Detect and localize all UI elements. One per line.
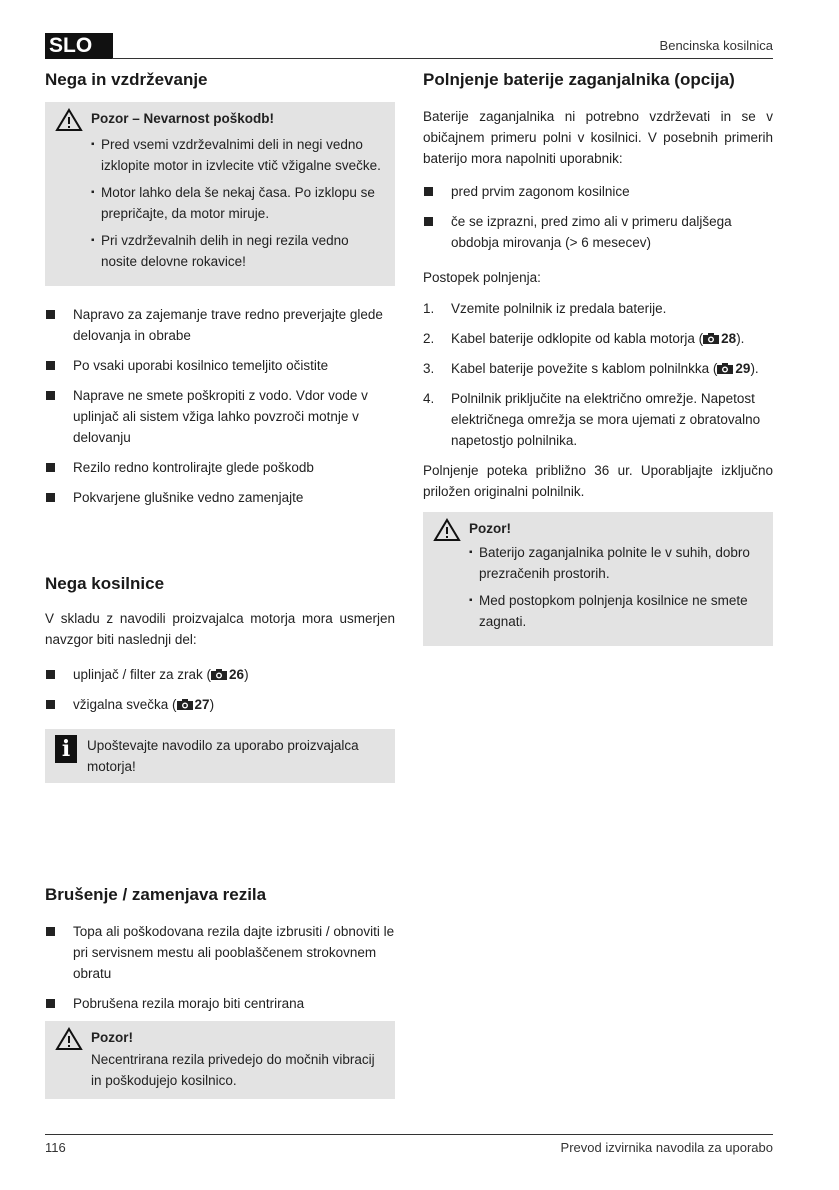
- warning-item: ▪ Motor lahko dela še nekaj časa. Po izklopu se prepričajte, da motor miruje.: [91, 182, 385, 224]
- info-icon: i: [55, 735, 77, 763]
- page-number: 116: [45, 1140, 66, 1155]
- info-box: [45, 729, 395, 783]
- step-item: 4. Polnilnik priključite na električno omrežje. Napetost električnega omrežja se mora ujemati z obratovalno napetostjo polnilnika.: [423, 391, 761, 448]
- warning-icon: [55, 108, 83, 132]
- list-item: uplinjač / filter za zrak ( 26): [45, 664, 395, 685]
- battery-heading: Polnjenje baterije zaganjalnika (opcija): [423, 70, 735, 89]
- procedure-steps: [423, 298, 773, 451]
- list-item: Napravo za zajemanje trave redno preverjajte glede delovanja in obrabe: [45, 304, 395, 346]
- procedure-label: Postopek polnjenja:: [423, 270, 541, 285]
- figure-reference[interactable]: 26: [211, 667, 244, 682]
- figure-reference[interactable]: 27: [177, 697, 210, 712]
- list-item: vžigalna svečka ( 27): [45, 694, 395, 715]
- list-item: Rezilo redno kontrolirajte glede poškodb: [45, 457, 395, 478]
- step-item: 2. Kabel baterije odklopite od kabla motorja ( 28).: [423, 331, 745, 346]
- warning-text: Necentrirana rezila privedejo do močnih vibracij in poškodujejo kosilnico.: [91, 1052, 375, 1088]
- camera-icon: [211, 669, 227, 680]
- battery-intro: Baterije zaganjalnika ni potrebno vzdrževati in se v običajnem primeru polni v kosilnici. V posebnih primerih baterijo mora napolniti uporabnik:: [423, 109, 773, 166]
- blade-warning-box: [45, 1021, 395, 1099]
- language-badge: SLO: [45, 33, 113, 59]
- right-column: [423, 70, 773, 646]
- list-item: Pobrušena rezila morajo biti centrirana: [45, 993, 395, 1014]
- footer-divider: [45, 1134, 773, 1135]
- warning-item: ▪ Pri vzdrževalnih delih in negi rezila vedno nosite delovne rokavice!: [91, 230, 385, 272]
- warning-title: Pozor!: [91, 1030, 133, 1045]
- step-item: 3. Kabel baterije povežite s kablom polnilnkka ( 29).: [423, 361, 759, 376]
- document-title: Bencinska kosilnica: [659, 38, 773, 53]
- charge-time-text: Polnjenje poteka približno 36 ur. Uporabljajte izključno priložen originalni polnilnik.: [423, 463, 773, 499]
- mower-care-heading: Nega kosilnice: [45, 574, 165, 593]
- warning-item: ▪ Pred vsemi vzdrževalnimi deli in negi vedno izklopite motor in izvlecite vtič vžigalne svečke.: [91, 134, 385, 176]
- camera-icon: [703, 333, 719, 344]
- header-divider: [112, 58, 773, 59]
- list-item: pred prvim zagonom kosilnice: [423, 181, 773, 202]
- list-item: Pokvarjene glušnike vedno zamenjajte: [45, 487, 395, 508]
- camera-icon: [177, 699, 193, 710]
- warning-title: Pozor – Nevarnost poškodb!: [91, 111, 275, 126]
- blade-list: [45, 921, 395, 1014]
- blade-section: [45, 885, 395, 1099]
- mower-care-list: [45, 664, 395, 715]
- blade-heading: Brušenje / zamenjava rezila: [45, 885, 267, 904]
- mower-care-section: [45, 574, 395, 783]
- care-warning-box: [45, 102, 395, 286]
- footer-text: Prevod izvirnika navodila za uporabo: [560, 1140, 773, 1155]
- list-item: če se izprazni, pred zimo ali v primeru daljšega obdobja mirovanja (> 6 mesecev): [423, 211, 773, 253]
- list-item: Naprave ne smete poškropiti z vodo. Vdor vode v uplinjač ali sistem vžiga lahko povzroči motnje v delovanju: [45, 385, 395, 448]
- figure-reference[interactable]: 29: [717, 361, 750, 376]
- battery-list: [423, 181, 773, 253]
- list-item: Topa ali poškodovana rezila dajte izbrusiti / obnoviti le pri servisnem mestu ali pooblaščenem strokovnem obratu: [45, 921, 395, 984]
- left-column: [45, 70, 395, 517]
- warning-icon: [55, 1027, 83, 1051]
- warning-icon: [433, 518, 461, 542]
- step-item: 1. Vzemite polnilnik iz predala baterije.: [423, 301, 667, 316]
- list-item: Po vsaki uporabi kosilnico temeljito očistite: [45, 355, 395, 376]
- info-text: Upoštevajte navodilo za uporabo proizvajalca motorja!: [87, 738, 359, 774]
- care-list: [45, 304, 395, 508]
- battery-warning-box: [423, 512, 773, 646]
- care-heading: Nega in vzdrževanje: [45, 70, 208, 89]
- mower-care-intro: V skladu z navodili proizvajalca motorja mora usmerjen navzgor biti naslednji del:: [45, 611, 395, 647]
- camera-icon: [717, 363, 733, 374]
- warning-title: Pozor!: [469, 521, 511, 536]
- warning-item: ▪ Baterijo zaganjalnika polnite le v suhih, dobro prezračenih prostorih.: [469, 542, 763, 584]
- warning-item: ▪ Med postopkom polnjenja kosilnice ne smete zagnati.: [469, 590, 763, 632]
- figure-reference[interactable]: 28: [703, 331, 736, 346]
